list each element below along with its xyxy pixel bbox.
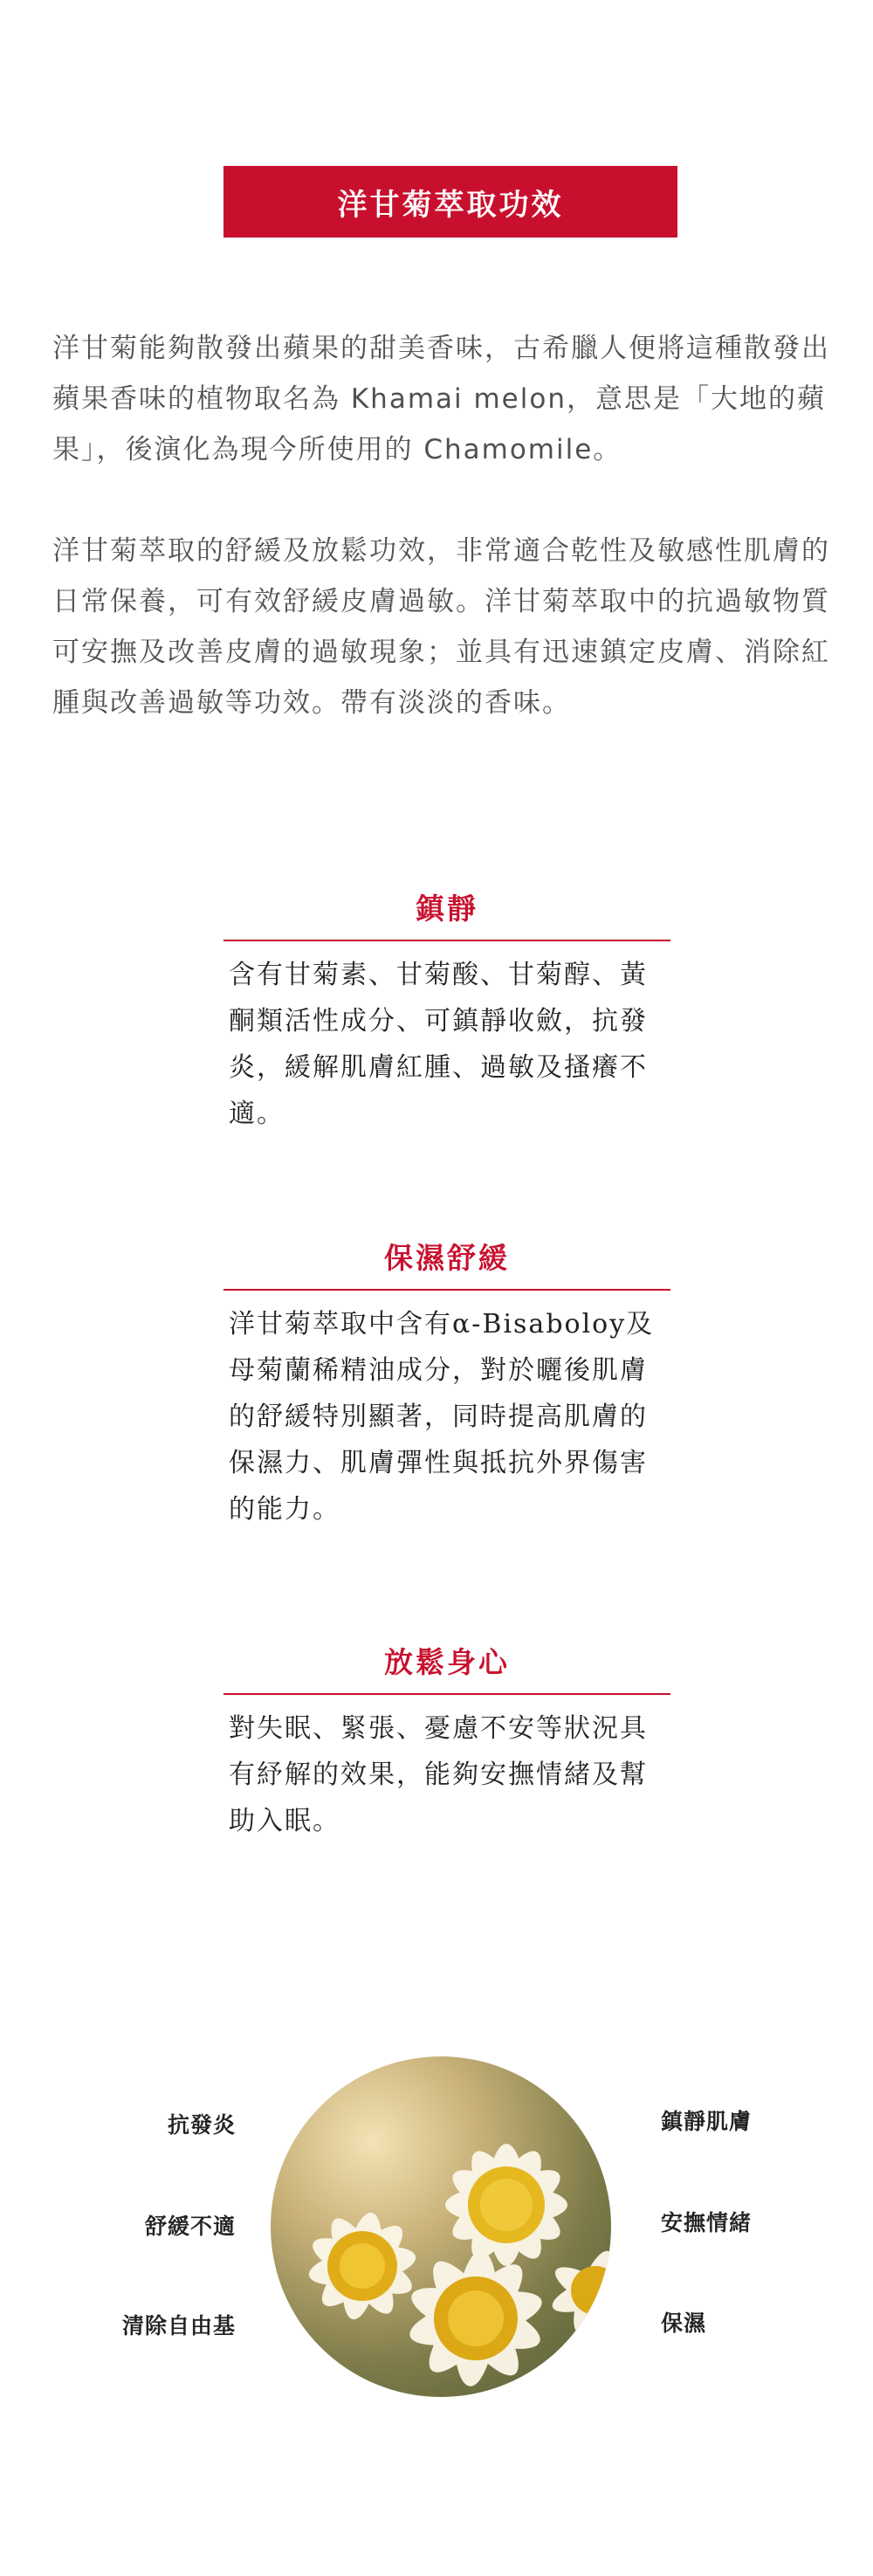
benefit-block-calming [223,886,670,1137]
benefit-body: 含有甘菊素、甘菊酸、甘菊醇、黃酮類活性成分、可鎮靜收斂，抗發炎，緩解肌膚紅腫、過敏及搔癢不適。 [229,960,648,1129]
benefit-block-relaxing [223,1640,670,1844]
feature-label-moisture: 保濕 [661,2311,707,2336]
benefit-block-moisturizing [223,1236,670,1533]
chamomile-flower-icon [271,2056,611,2397]
section-title-text: 洋甘菊萃取功效 [337,187,564,223]
benefit-body: 對失眠、緊張、憂慮不安等狀況具有紓解的效果，能夠安撫情緒及幫助入眠。 [229,1713,648,1836]
chamomile-image [271,2056,611,2397]
intro-text [52,323,838,779]
benefit-title: 放鬆身心 [223,1640,670,1695]
feature-label-free-radical: 清除自由基 [121,2313,236,2338]
benefit-title: 保濕舒緩 [223,1236,670,1291]
intro-paragraph: 洋甘菊能夠散發出蘋果的甜美香味，古希臘人便將這種散發出蘋果香味的植物取名為 Khamai melon，意思是「大地的蘋果」，後演化為現今所使用的 Chamomile。 [52,333,830,465]
benefit-title: 鎮靜 [223,886,670,941]
benefit-body: 洋甘菊萃取中含有α-Bisaboloy及母菊蘭稀精油成分，對於曬後肌膚的舒緩特別顯著，同時提高肌膚的保濕力、肌膚彈性與抵抗外界傷害的能力。 [229,1309,655,1525]
feature-label-anti-inflammatory: 抗發炎 [167,2112,236,2138]
feature-label-soothing: 舒緩不適 [144,2214,236,2239]
section-title [223,166,677,238]
feature-label-emotion: 安撫情緒 [661,2210,753,2235]
intro-paragraph: 洋甘菊萃取的舒緩及放鬆功效，非常適合乾性及敏感性肌膚的日常保養，可有效舒緩皮膚過敏。洋甘菊萃取中的抗過敏物質可安撫及改善皮膚的過敏現象；並具有迅速鎮定皮膚、消除紅腫與改善過敏等功效。帶有淡淡的香味。 [52,535,830,719]
feature-label-calm-skin: 鎮靜肌膚 [661,2109,753,2134]
